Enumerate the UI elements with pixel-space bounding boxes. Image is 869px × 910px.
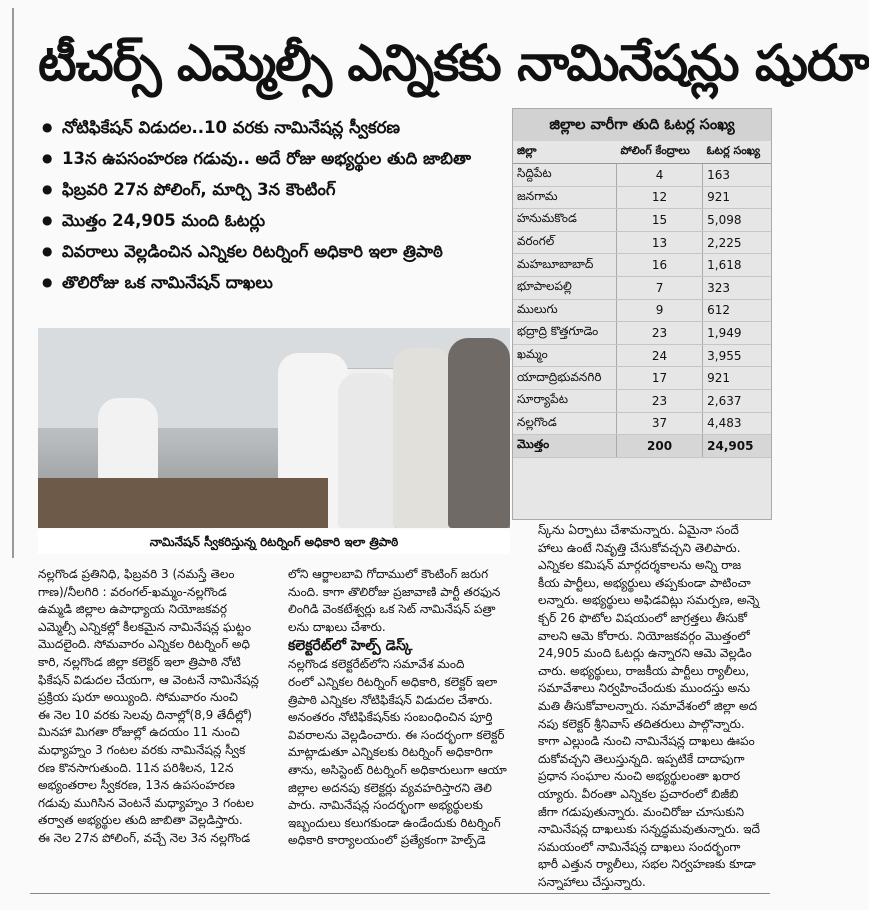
- table-row: [513, 412, 771, 435]
- text-line: ఉమ్మడి జిల్లాల ఉపాధ్యాయ నియోజకవర్గ: [38, 602, 228, 617]
- total-label: మొత్తం: [513, 435, 617, 458]
- text-line: గాణ)/నీలగిరి : వరంగల్-ఖమ్మం-నల్లగొండ: [38, 584, 227, 599]
- table-row: [513, 209, 771, 232]
- table-row: [513, 164, 771, 187]
- table-total-row: [513, 435, 771, 458]
- text-line: త్రిపాఠి ఎన్నికల నోటిఫికేషన్ విడుదల చేశారు.: [288, 692, 493, 707]
- voters-cell: 1,618: [703, 254, 771, 277]
- table-row: [513, 254, 771, 277]
- text-line: సన్నాహాలు చేస్తున్నారు.: [538, 874, 646, 889]
- text-line: ఈ నెల 10 వరకు సెలవు దినాల్లో(8,9 తేదీల్లో): [38, 707, 252, 722]
- stations-cell: 7: [617, 276, 703, 299]
- stations-cell: 17: [617, 367, 703, 390]
- headline: టీచర్స్ ఎమ్మెల్సీ ఎన్నికకు నామినేషన్లు షురూ: [38, 33, 869, 92]
- header-district: జిల్లా: [513, 141, 617, 164]
- text-line: నుంది. కాగా తొలిరోజు ప్రజావాణి పార్టీ తరఫున: [288, 584, 501, 599]
- text-line: ఎన్నికల కమిషన్ మార్గదర్శకాలను అన్ని రాజ: [538, 558, 742, 573]
- text-line: కీయ పార్టీలు, అభ్యర్థులు తప్పకుండా పాటించా: [538, 575, 751, 590]
- text-line: మధ్యాహ్నం 3 గంటల వరకు నామినేషన్ల స్వీక: [38, 742, 246, 757]
- text-line: రణ కొనసాగుతుంది. 11న పరిశీలన, 12న: [38, 760, 234, 775]
- table-row: [513, 367, 771, 390]
- text-line: తర్వాత అభ్యర్థుల తుది జాబితా వెల్లడిస్తారు.: [38, 813, 243, 828]
- voters-cell: 1,949: [703, 322, 771, 345]
- text-line: లన్నారు. అభ్యర్థులు అఫిడవిట్లు సమర్పణ, అన్నె: [538, 593, 760, 608]
- photo-desk: [38, 478, 328, 528]
- text-line: వాలని ఆమె కోరారు. నియోజకవర్గం మొత్తంలో: [538, 628, 750, 643]
- stations-cell: 16: [617, 254, 703, 277]
- district-cell: భద్రాద్రి కొత్తగూడెం: [513, 322, 617, 345]
- left-edge-rule: [12, 8, 14, 558]
- text-line: పారు. నామినేషన్ల సందర్భంగా అభ్యర్థులకు: [288, 798, 483, 813]
- bullet-item: ● తొలిరోజు ఒక నామినేషన్ దాఖలు: [38, 267, 508, 298]
- total-stations: 200: [617, 435, 703, 458]
- text-line: ఇబ్బందులు కలుగకుండా ఉండేందుకు రిటర్నింగ్: [288, 815, 501, 830]
- district-cell: సిద్దిపేట: [513, 164, 617, 187]
- district-cell: ములుగు: [513, 299, 617, 322]
- text-line: మినహా మిగతా రోజుల్లో ఉదయం 11 నుంచి: [38, 725, 240, 740]
- voter-table-title: జిల్లాల వారీగా తుది ఓటర్ల సంఖ్య: [513, 109, 771, 141]
- voter-table-header-row: [513, 141, 771, 164]
- table-row: [513, 389, 771, 412]
- photo-caption: నామినేషన్ స్వీకరిస్తున్న రిటర్నింగ్ అధికారి ఇలా త్రిపాఠి: [38, 530, 510, 554]
- bullet-item: ● ఫిబ్రవరి 27న పోలింగ్, మార్చి 3న కౌంటింగ్: [38, 174, 508, 205]
- text-line: జీగా గడుపుతున్నారు. మంచిరోజు చూసుకుని: [538, 804, 745, 819]
- district-cell: యాదాద్రిభువనగిరి: [513, 367, 617, 390]
- stations-cell: 23: [617, 389, 703, 412]
- stations-cell: 4: [617, 164, 703, 187]
- text-line: ఫికేషన్ విడుదల చేయగా, ఆ వెంటనే నామినేషన్ల: [38, 672, 259, 687]
- bullet-item: ● నోటిఫికేషన్ విడుదల..10 వరకు నామినేషన్ల స్వీకరణ: [38, 112, 508, 143]
- district-cell: జనగామ: [513, 186, 617, 209]
- text-line: అభ్యంతరాల స్వీకరణ, 13న ఉపసంహరణ: [38, 778, 235, 793]
- total-voters: 24,905: [703, 435, 771, 458]
- helpdesk-subhead: కలెక్టరేట్‌లో హెల్ప్ డెస్క్: [288, 638, 413, 655]
- text-line: మొదలైంది. సోమవారం ఎన్నికల రిటర్నింగ్ అధి: [38, 637, 250, 652]
- text-line: జిల్లాల అదనపు కలెక్టర్లు వ్యవహరిస్తారని తెలి: [288, 780, 492, 795]
- voters-cell: 921: [703, 186, 771, 209]
- voter-table: [513, 141, 771, 458]
- district-cell: వరంగల్: [513, 231, 617, 254]
- photo-person: [393, 348, 453, 528]
- district-cell: ఖమ్మం: [513, 344, 617, 367]
- text-line: లను దాఖలు చేశారు.: [288, 619, 386, 634]
- text-line: వివరాలను వెల్లడించారు. ఈ సందర్భంగా కలెక్టర్: [288, 727, 505, 742]
- bottom-rule: [30, 893, 770, 894]
- text-line: కారి, నల్లగొండ జిల్లా కలెక్టర్ ఇలా త్రిపాఠి నోటి: [38, 654, 241, 669]
- text-line: ప్రక్రియ షురూ అయ్యింది. సోమవారం నుంచి: [38, 690, 238, 705]
- table-row: [513, 344, 771, 367]
- text-line: నల్లగొండ కలెక్టరేట్‌లోని సమావేశ మంది: [288, 657, 465, 672]
- text-line: భారీ ఎత్తున ర్యాలీలు, సభల నిర్వహణకు కూడా: [538, 857, 756, 872]
- voters-cell: 2,637: [703, 389, 771, 412]
- text-line: మాట్లాడుతూ ఎన్నికలకు రిటర్నింగ్ అధికారిగా: [288, 745, 493, 760]
- article-column-3: [538, 522, 770, 891]
- text-line: ప్రధాన సంఘాల నుంచి అభ్యర్థులంతా ఖరార: [538, 769, 741, 784]
- table-row: [513, 299, 771, 322]
- text-line: అనంతరం నోటిఫికేషన్‌కు సంబంధించిన పూర్తి: [288, 710, 493, 725]
- article-column-2: [288, 566, 528, 850]
- table-row: [513, 322, 771, 345]
- stations-cell: 9: [617, 299, 703, 322]
- text-line: లోని ఆర్జాలబావి గోదాములో కౌంటింగ్ జరుగ: [288, 567, 489, 581]
- header-voters: ఓటర్ల సంఖ్య: [703, 141, 771, 164]
- text-line: కాగా ఎల్లుండి నుంచి నామినేషన్ల దాఖలు ఊపం: [538, 734, 755, 749]
- text-line: తాను, అసిస్టెంట్ రిటర్నింగ్ అధికారులుగా ఆయా: [288, 762, 507, 777]
- stations-cell: 13: [617, 231, 703, 254]
- text-line: గడువు ముగిసిన వెంటనే మధ్యాహ్నం 3 గంటల: [38, 795, 254, 810]
- voters-cell: 3,955: [703, 344, 771, 367]
- article-column-1: [38, 566, 278, 848]
- text-line: ఎమ్మెల్సీ ఎన్నికల్లో కీలకమైన నామినేషన్ల ఘట్టం: [38, 619, 252, 634]
- text-line: చారు. అభ్యర్థులు, రాజకీయ పార్టీలు ర్యాలీలు,: [538, 663, 750, 678]
- voters-cell: 323: [703, 276, 771, 299]
- text-line: క్చర్ 26 ఫొటోల విషయంలో జాగ్రత్తలు తీసుకో: [538, 610, 748, 625]
- district-cell: నల్లగొండ: [513, 412, 617, 435]
- text-line: 24,905 మంది ఓటర్లు ఉన్నారని ఆమె వెల్లడిం: [538, 646, 752, 661]
- text-line: హాలు ఉంటే నివృత్తి చేసుకోవచ్చని తెలిపారు.: [538, 540, 741, 555]
- text-line: రంలో ఎన్నికల రిటర్నింగ్ అధికారి, కలెక్టర్ ఇలా: [288, 674, 498, 689]
- bullet-list: [38, 112, 508, 298]
- district-cell: హనుమకొండ: [513, 209, 617, 232]
- voters-cell: 163: [703, 164, 771, 187]
- voters-cell: 4,483: [703, 412, 771, 435]
- table-row: [513, 231, 771, 254]
- text-line: స్క్‌ను ఏర్పాటు చేశామన్నారు. ఏమైనా సందే: [538, 523, 739, 537]
- voter-table-box: [512, 108, 772, 520]
- bullet-item: ● 13న ఉపసంహరణ గడువు.. అదే రోజు అభ్యర్థుల తుది జాబితా: [38, 143, 508, 174]
- table-row: [513, 276, 771, 299]
- text-line: నపు కలెక్టర్ శ్రీనివాస్ తదితరులు పాల్గొన్నారు.: [538, 716, 745, 731]
- nomination-photo: [38, 328, 510, 528]
- district-cell: మహబూబాబాద్: [513, 254, 617, 277]
- bullet-item: ● వివరాలు వెల్లడించిన ఎన్నికల రిటర్నింగ్ అధికారి ఇలా త్రిపాఠి: [38, 236, 508, 267]
- voters-cell: 2,225: [703, 231, 771, 254]
- text-line: లింగిడి వెంకటేశ్వర్లు ఒక సెట్ నామినేషన్ పత్రా: [288, 602, 496, 617]
- stations-cell: 12: [617, 186, 703, 209]
- photo-person: [338, 373, 398, 528]
- text-line: సమయంలో నామినేషన్ల దాఖలు సందర్భంగా: [538, 839, 741, 854]
- district-cell: సూర్యాపేట: [513, 389, 617, 412]
- voters-cell: 612: [703, 299, 771, 322]
- bullet-item: ● మొత్తం 24,905 మంది ఓటర్లు: [38, 205, 508, 236]
- text-line: మతి తీసుకోవాలన్నారు. సమావేశంలో జిల్లా అద: [538, 698, 758, 713]
- stations-cell: 15: [617, 209, 703, 232]
- text-line: ఈ నెల 27న పోలింగ్, వచ్చే నెల 3న నల్లగొండ: [38, 830, 251, 845]
- photo-person: [448, 338, 510, 528]
- text-line: నామినేషన్ల దాఖలుకు సన్నద్ధమవుతున్నారు. ఇదే: [538, 822, 760, 837]
- text-line: దుకోవచ్చని తెలుస్తున్నది. ఇప్పటికే దాదాపుగా: [538, 751, 745, 766]
- text-line: సమావేశాలు నిర్వహించేందుకు ముందస్తు అను: [538, 681, 750, 696]
- district-cell: భూపాలపల్లి: [513, 276, 617, 299]
- voters-cell: 5,098: [703, 209, 771, 232]
- stations-cell: 24: [617, 344, 703, 367]
- text-line: నల్లగొండ ప్రతినిధి, ఫిబ్రవరి 3 (నమస్తే తెలం: [38, 567, 235, 581]
- table-row: [513, 186, 771, 209]
- voters-cell: 921: [703, 367, 771, 390]
- text-line: అధికారి కార్యాలయంలో ప్రత్యేకంగా హెల్ప్‌డె: [288, 833, 486, 848]
- text-line: య్యారు. వీరంతా ఎన్నికల ప్రచారంలో బిజీబి: [538, 786, 739, 801]
- header-polling-stations: పోలింగ్ కేంద్రాలు: [617, 141, 703, 164]
- stations-cell: 23: [617, 322, 703, 345]
- stations-cell: 37: [617, 412, 703, 435]
